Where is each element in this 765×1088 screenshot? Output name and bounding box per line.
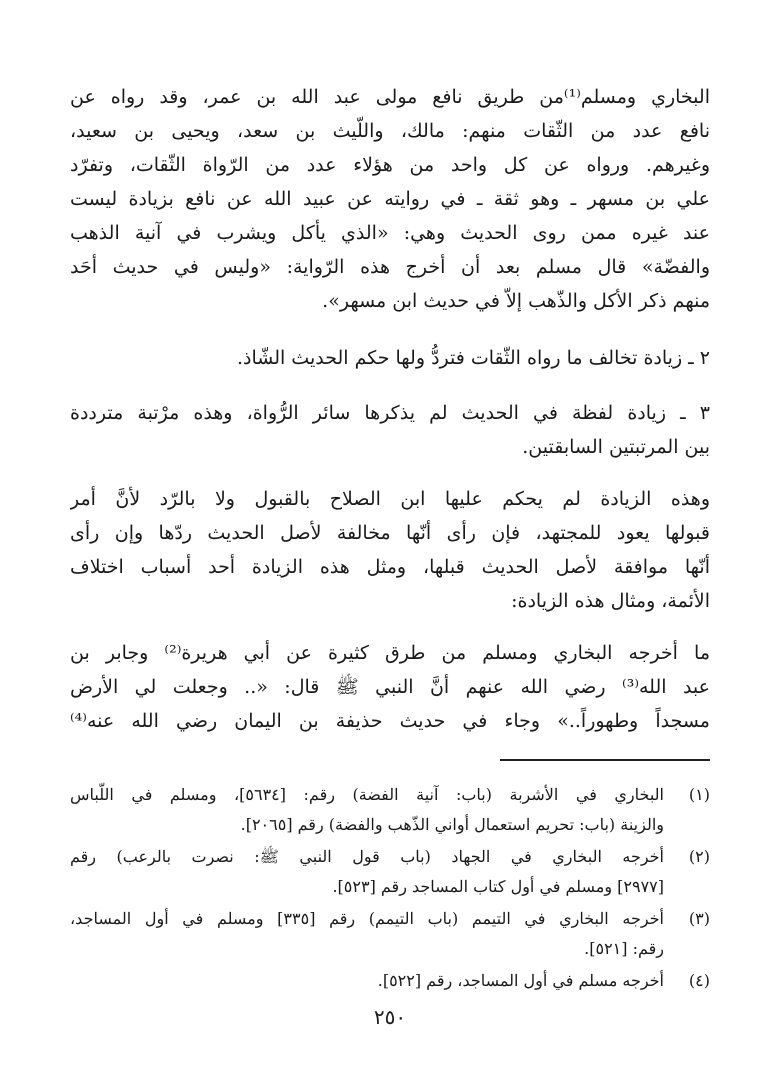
- text-line: قبولها يعود للمجتهد، فإن رأى أنّها مخالفة لأصل الحديث ردّها وإن رأى: [70, 522, 710, 544]
- text-line: عند غيره ممن روى الحديث وهي: «الذي يأكل ويشرب في آنية الذهب: [70, 222, 710, 244]
- paragraph-type-2: [70, 341, 710, 375]
- text-line: نافع عدد من الثّقات منهم: مالك، واللّيث بن سعد، ويحيى بن سعيد،: [70, 120, 710, 142]
- text-line: وغيرهم. ورواه عن كل واحد من هؤلاء عدد من الرّواة الثّقات، وتفرّد: [70, 154, 710, 176]
- footnote-1: [70, 780, 710, 840]
- footnote-3: [70, 904, 710, 964]
- footnote-line: أخرجه البخاري في الجهاد (باب قول النبي ﷺ: نصرت بالرعب) رقم: [70, 847, 664, 866]
- footnote-2: [70, 842, 710, 902]
- text-line: وهذه الزيادة لم يحكم عليها ابن الصلاح بالقبول ولا بالرّد لأنَّ أمر: [70, 488, 710, 510]
- paragraph-example: [70, 636, 710, 738]
- paragraph-ibn-salah-ruling: [70, 482, 710, 618]
- footnote-number: (١): [688, 785, 710, 804]
- text-line: البخاري ومسلم⁽¹⁾من طريق نافع مولى عبد الله بن عمر، وقد رواه عن: [70, 86, 710, 108]
- text-line: علي بن مسهر ـ وهو ثقة ـ في روايته عن عبيد الله عن نافع بزيادة ليست: [70, 188, 710, 210]
- text-line: والفضّة» قال مسلم بعد أن أخرج هذه الرّواية: «وليس في حديث أحَد: [70, 256, 710, 278]
- paragraph-hadith-narration: [70, 80, 710, 318]
- footnote-line: رقم: [٥٢١].: [584, 939, 664, 958]
- text-line: الأئمة، ومثال هذه الزيادة:: [511, 590, 710, 612]
- text-line: عبد الله⁽³⁾ رضي الله عنهم أنَّ النبي ﷺ قال: «.. وجعلت لي الأرض: [70, 676, 710, 698]
- text-line: بين المرتبتين السابقتين.: [522, 436, 710, 458]
- footnote-number: (٣): [688, 909, 710, 928]
- text-line: ٣ ـ زيادة لفظة في الحديث لم يذكرها سائر الرُّواة، وهذه مرْتبة مترددة: [70, 402, 710, 424]
- text-line: مسجداً وطهوراً..» وجاء في حديث حذيفة بن اليمان رضي الله عنه⁽⁴⁾: [70, 710, 710, 732]
- text-line: ما أخرجه البخاري ومسلم من طرق كثيرة عن أبي هريرة⁽²⁾ وجابر بن: [70, 642, 710, 664]
- footnote-number: (٤): [688, 971, 710, 990]
- footnote-line: البخاري في الأشربة (باب: آنية الفضة) رقم: [٥٦٣٤]، ومسلم في اللّباس: [70, 785, 664, 804]
- footnote-line: أخرجه مسلم في أول المساجد، رقم [٥٢٢].: [377, 971, 664, 990]
- footnote-line: أخرجه البخاري في التيمم (باب التيمم) رقم [٣٣٥] ومسلم في أول المساجد،: [70, 909, 664, 928]
- footnote-line: [٢٩٧٧] ومسلم في أول كتاب المساجد رقم [٥٢٣].: [332, 877, 664, 896]
- text-line: منهم ذكر الأكل والذّهب إلاّ في حديث ابن مسهر».: [322, 290, 710, 312]
- footnote-line: والزينة (باب: تحريم استعمال أواني الذّهب والفضة) رقم [٢٠٦٥].: [240, 815, 664, 834]
- footnote-separator: [500, 759, 710, 761]
- footnote-4: [70, 966, 710, 996]
- footnotes: [70, 780, 710, 998]
- text-line: ٢ ـ زيادة تخالف ما رواه الثّقات فتردُّ ولها حكم الحديث الشّاذ.: [236, 347, 710, 369]
- text-line: أنّها موافقة لأصل الحديث قبلها، ومثل هذه الزيادة أحد أسباب اختلاف: [70, 556, 710, 578]
- footnote-number: (٢): [688, 847, 710, 866]
- book-page: [70, 62, 710, 1052]
- paragraph-type-3: [70, 396, 710, 464]
- page-number: ٢٥٠: [373, 1005, 407, 1029]
